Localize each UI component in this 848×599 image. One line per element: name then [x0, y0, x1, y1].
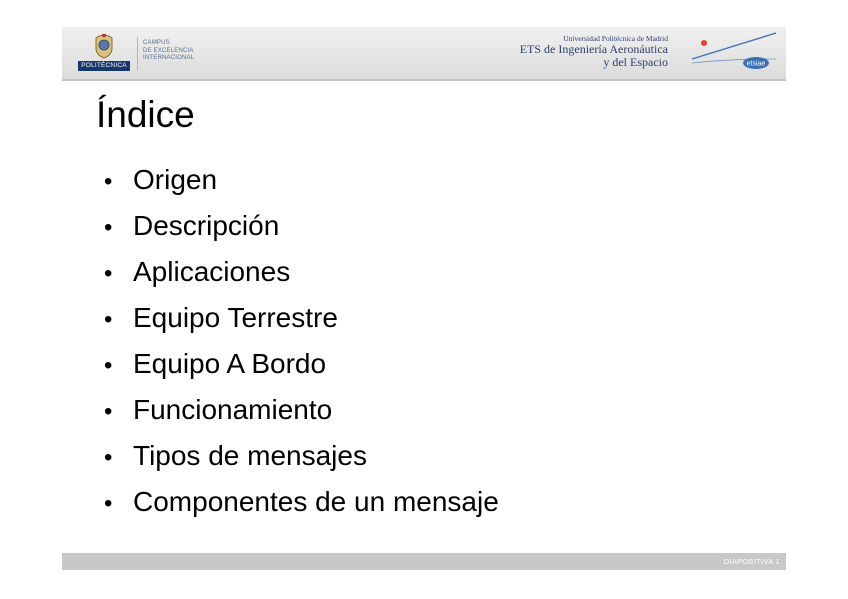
- etsiae-logo-icon: [688, 29, 780, 75]
- slide-number-label: DIAPOSITIVA 1: [723, 557, 780, 566]
- campus-excelencia-text: [143, 40, 194, 63]
- bullet-icon: •: [104, 306, 113, 333]
- bullet-icon: •: [104, 398, 113, 425]
- list-item-label: Tipos de mensajes: [133, 440, 367, 471]
- upm-logo: [78, 32, 130, 72]
- upm-label: POLITÉCNICA: [78, 61, 130, 71]
- slide-footer: [62, 553, 786, 570]
- campus-line: DE EXCELENCIA: [143, 47, 194, 54]
- list-item: [104, 254, 499, 300]
- school-name: ETS de Ingeniería Aeronáutica: [519, 42, 668, 56]
- slide-header: [62, 27, 786, 81]
- etsiae-logo-text: etsiae: [746, 60, 766, 68]
- list-item-label: Equipo Terrestre: [133, 302, 338, 333]
- list-item: [104, 300, 499, 346]
- list-item-label: Equipo A Bordo: [133, 348, 327, 379]
- list-item: [104, 392, 499, 438]
- bullet-icon: •: [104, 444, 113, 471]
- campus-line: INTERNACIONAL: [143, 55, 195, 61]
- list-item-label: Componentes de un mensaje: [133, 486, 499, 517]
- bullet-icon: •: [104, 214, 113, 241]
- list-item: [104, 208, 499, 254]
- school-name-line2: y del Espacio: [603, 55, 668, 69]
- slide-title: Índice: [96, 94, 195, 135]
- list-item: [104, 346, 499, 392]
- list-item-label: Aplicaciones: [133, 256, 291, 287]
- bullet-icon: •: [104, 352, 113, 379]
- logo-divider: [137, 37, 138, 70]
- list-item: [104, 438, 499, 484]
- bullet-icon: •: [104, 490, 113, 517]
- list-item: [104, 162, 499, 208]
- list-item-label: Origen: [133, 164, 218, 195]
- list-item-label: Descripción: [133, 210, 280, 241]
- bullet-icon: •: [104, 260, 113, 287]
- university-name: Universidad Politécnica de Madrid: [563, 34, 668, 43]
- bullet-icon: •: [104, 168, 113, 195]
- school-name-block: [520, 34, 668, 69]
- index-list: [104, 162, 499, 530]
- list-item: [104, 484, 499, 530]
- campus-line: CAMPUS: [143, 40, 170, 46]
- list-item-label: Funcionamiento: [133, 394, 333, 425]
- upm-crest-icon: [93, 32, 115, 59]
